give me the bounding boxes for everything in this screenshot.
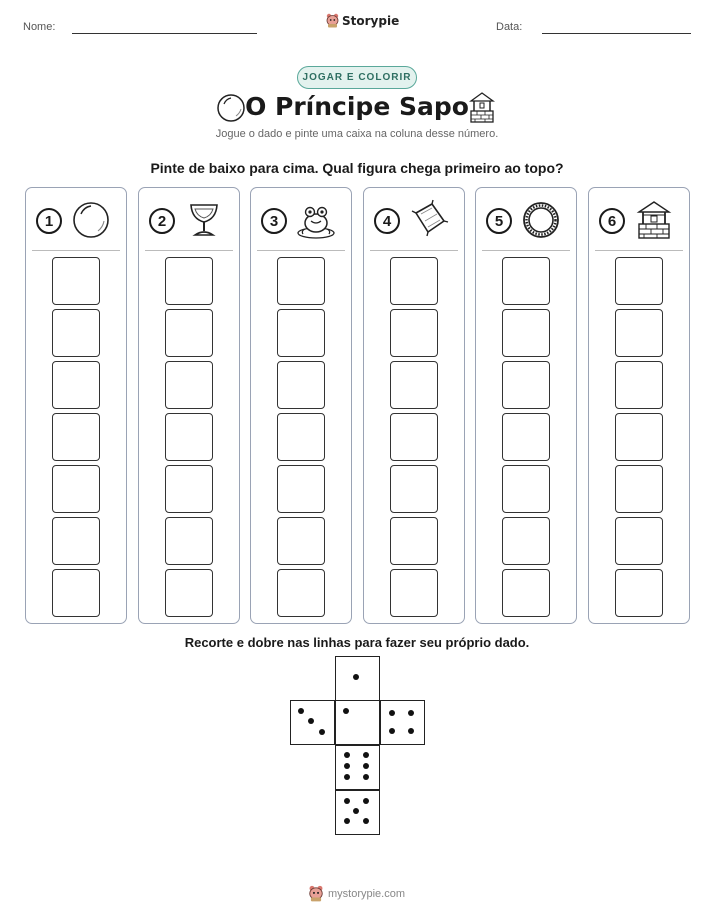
date-field[interactable] <box>542 33 691 34</box>
die-face-5 <box>335 790 380 835</box>
die-pip <box>363 774 369 780</box>
die-pip <box>298 708 304 714</box>
column-number: 5 <box>486 208 512 234</box>
color-box[interactable] <box>165 569 213 617</box>
color-box[interactable] <box>277 361 325 409</box>
color-box[interactable] <box>277 517 325 565</box>
color-box[interactable] <box>165 465 213 513</box>
pillow-icon <box>408 199 450 241</box>
die-pip <box>363 798 369 804</box>
column-5 <box>475 187 577 624</box>
column-2 <box>138 187 240 624</box>
color-box[interactable] <box>390 517 438 565</box>
color-box[interactable] <box>52 465 100 513</box>
column-divider <box>370 250 458 251</box>
column-divider <box>482 250 570 251</box>
color-box[interactable] <box>502 569 550 617</box>
instruction-top: Pinte de baixo para cima. Qual figura chega primeiro ao topo? <box>150 160 564 176</box>
color-box[interactable] <box>52 309 100 357</box>
column-number: 1 <box>36 208 62 234</box>
color-box[interactable] <box>277 413 325 461</box>
die-face-1 <box>335 700 380 745</box>
color-box[interactable] <box>390 257 438 305</box>
die-face-3 <box>290 700 335 745</box>
name-label: Nome: <box>23 21 56 33</box>
color-box[interactable] <box>165 517 213 565</box>
color-box[interactable] <box>615 517 663 565</box>
color-box[interactable] <box>390 361 438 409</box>
column-number: 4 <box>374 208 400 234</box>
column-1 <box>25 187 127 624</box>
golden-ball-icon <box>520 199 562 241</box>
wishing-well-icon <box>633 199 675 241</box>
bubble-icon <box>70 199 112 241</box>
column-number: 3 <box>261 208 287 234</box>
die-pip <box>344 752 350 758</box>
die-face-4 <box>380 700 425 745</box>
activity-tag: JOGAR E COLORIR <box>297 66 417 89</box>
die-pip <box>344 774 350 780</box>
page-title: O Príncipe Sapo <box>245 92 469 121</box>
color-box[interactable] <box>52 413 100 461</box>
brand-logo <box>326 13 399 28</box>
column-number: 6 <box>599 208 625 234</box>
die-pip <box>308 718 314 724</box>
color-box[interactable] <box>52 257 100 305</box>
color-box[interactable] <box>390 413 438 461</box>
column-6 <box>588 187 690 624</box>
color-box[interactable] <box>165 309 213 357</box>
date-label: Data: <box>496 21 523 33</box>
column-number: 2 <box>149 208 175 234</box>
color-box[interactable] <box>277 257 325 305</box>
color-box[interactable] <box>52 361 100 409</box>
wishing-well-icon <box>467 90 497 124</box>
color-box[interactable] <box>615 257 663 305</box>
column-divider <box>145 250 233 251</box>
die-pip <box>344 798 350 804</box>
die-net <box>290 656 425 835</box>
color-box[interactable] <box>615 309 663 357</box>
color-box[interactable] <box>615 569 663 617</box>
color-box[interactable] <box>277 465 325 513</box>
color-box[interactable] <box>502 257 550 305</box>
color-box[interactable] <box>52 517 100 565</box>
goblet-icon <box>183 199 225 241</box>
color-box[interactable] <box>165 257 213 305</box>
die-face-6 <box>335 745 380 790</box>
die-pip <box>343 708 349 714</box>
die-pip <box>353 808 359 814</box>
column-divider <box>595 250 683 251</box>
color-box[interactable] <box>502 517 550 565</box>
footer <box>308 885 405 902</box>
die-pip <box>353 674 359 680</box>
color-box[interactable] <box>165 413 213 461</box>
column-divider <box>257 250 345 251</box>
brand-name: Storypie <box>342 13 400 28</box>
race-columns <box>25 187 690 624</box>
color-box[interactable] <box>390 569 438 617</box>
storypie-mascot-icon <box>308 885 324 902</box>
column-4 <box>363 187 465 624</box>
color-box[interactable] <box>390 309 438 357</box>
die-pip <box>319 729 325 735</box>
die-pip <box>389 710 395 716</box>
footer-url[interactable]: mystorypie.com <box>328 887 406 900</box>
subtitle: Jogue o dado e pinte uma caixa na coluna desse número. <box>215 128 499 140</box>
color-box[interactable] <box>165 361 213 409</box>
die-pip <box>408 710 414 716</box>
die-pip <box>344 818 350 824</box>
instruction-bottom: Recorte e dobre nas linhas para fazer seu próprio dado. <box>184 635 530 650</box>
color-box[interactable] <box>615 465 663 513</box>
color-box[interactable] <box>502 465 550 513</box>
die-pip <box>363 752 369 758</box>
die-face-1 <box>335 656 380 701</box>
color-box[interactable] <box>502 361 550 409</box>
die-pip <box>363 818 369 824</box>
color-box[interactable] <box>615 361 663 409</box>
color-box[interactable] <box>502 413 550 461</box>
column-divider <box>32 250 120 251</box>
die-pip <box>344 763 350 769</box>
frog-icon <box>295 199 337 241</box>
die-pip <box>408 728 414 734</box>
color-box[interactable] <box>390 465 438 513</box>
color-box[interactable] <box>615 413 663 461</box>
color-box[interactable] <box>277 569 325 617</box>
die-pip <box>363 763 369 769</box>
die-pip <box>389 728 395 734</box>
storypie-mascot-icon <box>326 13 339 28</box>
column-3 <box>250 187 352 624</box>
color-box[interactable] <box>502 309 550 357</box>
color-box[interactable] <box>277 309 325 357</box>
color-box[interactable] <box>52 569 100 617</box>
name-field[interactable] <box>72 33 257 34</box>
